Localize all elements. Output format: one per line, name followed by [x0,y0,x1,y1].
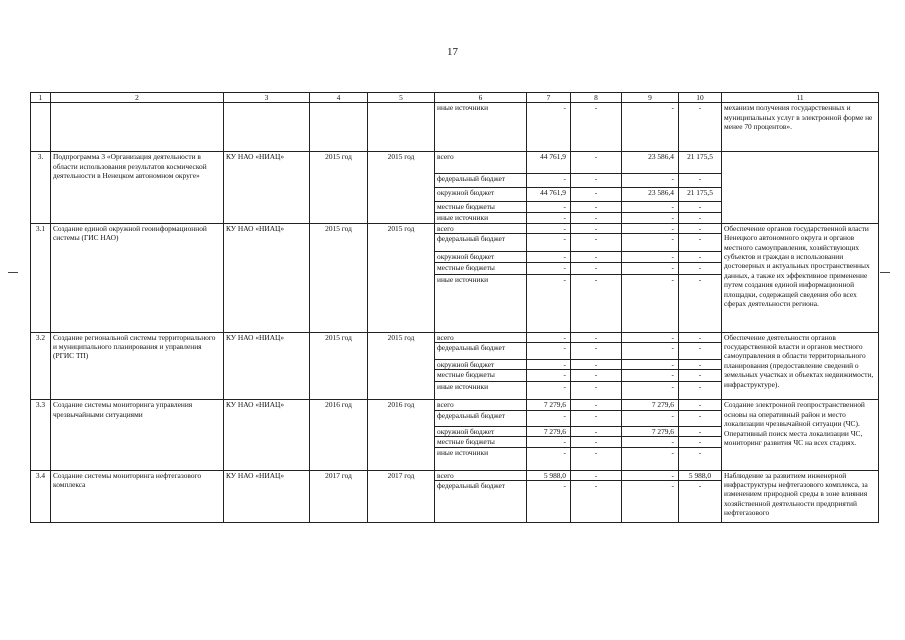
value-cell-7: - [527,360,571,370]
value-cell-7: - [527,382,571,400]
continuation-empty-cell [224,103,310,152]
source-cell: местные бюджеты [435,202,527,212]
value-cell-10: - [679,481,722,523]
row-number: 3. [31,152,51,223]
source-cell: всего [435,400,527,410]
value-cell-8: - [571,262,622,274]
table-row [31,152,879,174]
value-cell-9: 7 279,6 [622,400,679,410]
value-cell-9: 7 279,6 [622,426,679,436]
continuation-empty-cell [310,103,368,152]
source-cell: всего [435,470,527,480]
value-cell-10: - [679,202,722,212]
value-cell-8: - [571,188,622,202]
value-cell-9: - [622,103,679,152]
source-cell: федеральный бюджет [435,410,527,426]
result-cell: механизм получения государственных и муниципальных услуг в электронной форме не менее 70 процентов». [722,103,879,152]
header-cell-4: 4 [310,93,368,103]
row-number: 3.2 [31,332,51,400]
source-cell: иные источники [435,274,527,332]
result-cell: Создание электронной геопространственной основы на оперативный район и место локализации чрезвычайной ситуации (ЧС). Оперативный поиск места локализации ЧС, мониторинг развития ЧС на всех стадиях. [722,400,879,470]
value-cell-8: - [571,152,622,174]
value-cell-10: - [679,103,722,152]
value-cell-10: 5 988,0 [679,470,722,480]
value-cell-9: - [622,274,679,332]
value-cell-7: - [527,174,571,188]
row-number: 3.4 [31,470,51,522]
value-cell-9: - [622,437,679,447]
executor: КУ НАО «НИАЦ» [224,332,310,400]
value-cell-9: - [622,262,679,274]
value-cell-7: - [527,202,571,212]
value-cell-10: - [679,447,722,470]
value-cell-10: - [679,252,722,262]
value-cell-10: - [679,174,722,188]
value-cell-10: - [679,332,722,342]
source-cell: федеральный бюджет [435,481,527,523]
value-cell-10: - [679,370,722,382]
header-cell-1: 1 [31,93,51,103]
value-cell-7: 7 279,6 [527,400,571,410]
header-cell-6: 6 [435,93,527,103]
row-number: 3.1 [31,223,51,332]
value-cell-10: - [679,223,722,233]
continuation-empty-cell [368,103,435,152]
value-cell-9: 23 586,4 [622,188,679,202]
continuation-empty-cell [51,103,224,152]
header-cell-3: 3 [224,93,310,103]
executor: КУ НАО «НИАЦ» [224,152,310,223]
value-cell-9: - [622,174,679,188]
value-cell-7: 44 761,9 [527,188,571,202]
value-cell-7: - [527,252,571,262]
source-cell: иные источники [435,447,527,470]
value-cell-7: - [527,343,571,360]
value-cell-10: - [679,400,722,410]
value-cell-7: - [527,370,571,382]
table-row [31,470,879,480]
source-cell: местные бюджеты [435,370,527,382]
result-cell: Обеспечение деятельности органов государственной власти и органов местного самоуправления в области территориального планирования (предоставление сведений о земельных участках и объектах недвижимости, инфраструктуре). [722,332,879,400]
value-cell-7: - [527,447,571,470]
start-year: 2016 год [310,400,368,470]
source-cell: окружной бюджет [435,252,527,262]
value-cell-8: - [571,410,622,426]
value-cell-8: - [571,234,622,252]
start-year: 2015 год [310,332,368,400]
result-cell: Обеспечение органов государственной власти Ненецкого автономного округа и органов местного самоуправления, хозяйствующих субъектов и граждан в использовании достоверных и актуальных пространственных данных, а также их эффективное применение путем создания единой информационной площадки, содержащей сведения обо всех сферах деятельности региона. [722,223,879,332]
header-cell-10: 10 [679,93,722,103]
source-cell: федеральный бюджет [435,343,527,360]
value-cell-10: - [679,437,722,447]
value-cell-10: 21 175,5 [679,152,722,174]
value-cell-7: - [527,332,571,342]
value-cell-8: - [571,202,622,212]
scan-mark-left [8,272,18,273]
source-cell: окружной бюджет [435,188,527,202]
value-cell-9: - [622,343,679,360]
value-cell-10: - [679,360,722,370]
source-cell: иные источники [435,212,527,223]
value-cell-9: - [622,252,679,262]
start-year: 2015 год [310,223,368,332]
value-cell-9: - [622,223,679,233]
end-year: 2017 год [368,470,435,522]
source-cell: окружной бюджет [435,426,527,436]
value-cell-10: - [679,262,722,274]
table-row [31,332,879,342]
source-cell: иные источники [435,382,527,400]
value-cell-10: - [679,212,722,223]
value-cell-8: - [571,332,622,342]
measure-name: Создание системы мониторинга нефтегазового комплекса [51,470,224,522]
value-cell-8: - [571,470,622,480]
continuation-empty-cell [31,103,51,152]
value-cell-10: - [679,343,722,360]
value-cell-8: - [571,274,622,332]
value-cell-9: 23 586,4 [622,152,679,174]
end-year: 2015 год [368,223,435,332]
header-cell-5: 5 [368,93,435,103]
table-row [31,223,879,233]
measure-name: Создание единой окружной геоинформационной системы (ГИС НАО) [51,223,224,332]
program-table [30,92,879,523]
value-cell-8: - [571,426,622,436]
end-year: 2015 год [368,332,435,400]
source-cell: всего [435,332,527,342]
value-cell-7: 44 761,9 [527,152,571,174]
value-cell-7: 7 279,6 [527,426,571,436]
header-cell-2: 2 [51,93,224,103]
row-number: 3.3 [31,400,51,470]
value-cell-8: - [571,212,622,223]
value-cell-9: - [622,410,679,426]
measure-name: Создание системы мониторинга управления чрезвычайными ситуациями [51,400,224,470]
value-cell-8: - [571,103,622,152]
value-cell-10: - [679,426,722,436]
measure-name: Подпрограмма 3 «Организация деятельности в области использования результатов космической деятельности в Ненецком автономном округе» [51,152,224,223]
value-cell-8: - [571,370,622,382]
source-cell: местные бюджеты [435,262,527,274]
result-cell: Наблюдение за развитием инженерной инфраструктуры нефтегазового комплекса, за изменением природной среды в зоне влияния хозяйственной деятельности предприятий нефтегазового [722,470,879,522]
value-cell-10: - [679,234,722,252]
value-cell-7: - [527,103,571,152]
value-cell-7: - [527,481,571,523]
source-cell: всего [435,152,527,174]
start-year: 2017 год [310,470,368,522]
value-cell-9: - [622,382,679,400]
value-cell-7: - [527,234,571,252]
header-cell-11: 11 [722,93,879,103]
value-cell-8: - [571,382,622,400]
value-cell-10: - [679,274,722,332]
value-cell-7: - [527,274,571,332]
table-body [31,93,879,523]
value-cell-7: - [527,212,571,223]
value-cell-8: - [571,223,622,233]
source-cell: окружной бюджет [435,360,527,370]
result-cell [722,152,879,223]
executor: КУ НАО «НИАЦ» [224,400,310,470]
measure-name: Создание региональной системы территориального и муниципального планирования и управления (РГИС ТП) [51,332,224,400]
source-cell: федеральный бюджет [435,234,527,252]
value-cell-8: - [571,360,622,370]
executor: КУ НАО «НИАЦ» [224,470,310,522]
value-cell-9: - [622,202,679,212]
scan-mark-right [880,272,890,273]
value-cell-7: - [527,437,571,447]
value-cell-9: - [622,212,679,223]
value-cell-9: - [622,470,679,480]
value-cell-8: - [571,252,622,262]
value-cell-10: - [679,410,722,426]
value-cell-8: - [571,343,622,360]
source-cell: всего [435,223,527,233]
value-cell-10: 21 175,5 [679,188,722,202]
table-row [31,400,879,410]
value-cell-7: - [527,262,571,274]
end-year: 2016 год [368,400,435,470]
value-cell-9: - [622,370,679,382]
value-cell-9: - [622,360,679,370]
value-cell-9: - [622,447,679,470]
source-cell: иные источники [435,103,527,152]
value-cell-8: - [571,437,622,447]
source-cell: местные бюджеты [435,437,527,447]
value-cell-8: - [571,447,622,470]
value-cell-9: - [622,332,679,342]
value-cell-7: - [527,223,571,233]
source-cell: федеральный бюджет [435,174,527,188]
value-cell-7: - [527,410,571,426]
value-cell-7: 5 988,0 [527,470,571,480]
header-cell-8: 8 [571,93,622,103]
value-cell-10: - [679,382,722,400]
header-cell-9: 9 [622,93,679,103]
table-row [31,103,879,152]
start-year: 2015 год [310,152,368,223]
executor: КУ НАО «НИАЦ» [224,223,310,332]
value-cell-8: - [571,174,622,188]
page-number: 17 [447,46,458,58]
value-cell-9: - [622,234,679,252]
value-cell-8: - [571,400,622,410]
end-year: 2015 год [368,152,435,223]
value-cell-9: - [622,481,679,523]
value-cell-8: - [571,481,622,523]
header-row [31,93,879,103]
header-cell-7: 7 [527,93,571,103]
